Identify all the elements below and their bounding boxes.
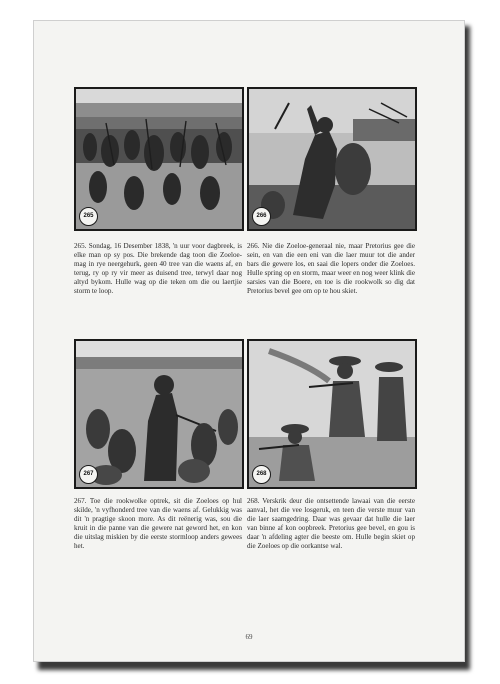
caption-267: 267. Toe die rookwolke optrek, sit die Zoeloes op hul skilde, 'n vyfhonderd tree van die waens af. Gelukkig was dit 'n pragtige skoon more. As dit reënerig was, sou die kruit in die panne van die gewere nat geword het, en kon die uitslag miskien by die eerste stormloop anders gewees het. xyxy=(74,497,242,550)
illustration-warrior-army xyxy=(76,89,242,229)
panel-number-badge: 266 xyxy=(252,207,271,226)
caption-268: 268. Verskrik deur die ontsettende lawaai van die eerste aanval, het die vee losgeruk, en teen die verste muur van die laer saamgedring. Daar was gevaar dat hulle die laer van binne af kon oopbreek. Pretorius gee bevel, en gou is daar 'n afdeling agter die beeste om. Hulle begin skiet op die Zoeloes op die oorkantse wal. xyxy=(247,497,415,550)
panel-number-badge: 268 xyxy=(252,465,271,484)
panel-number-badge: 267 xyxy=(79,465,98,484)
book-page xyxy=(33,20,465,662)
illustration-panel-265 xyxy=(74,87,244,231)
panel-number-badge: 265 xyxy=(79,207,98,226)
caption-266: 266. Nie die Zoeloe-generaal nie, maar Pretorius gee die sein, en van die een eni van die laer muur tot die ander bars die gewere los, en saai die lopers onder die Zoeloes. Hulle spring op en storm, maar weer en nog weer klink die sarsies van die Boere, en toe is die rookwolk so dig dat Pretorius bevel gee om op te hou skiet. xyxy=(247,242,415,295)
illustration-seated-warriors xyxy=(76,341,242,487)
illustration-panel-267 xyxy=(74,339,244,489)
page-number: 69 xyxy=(245,633,253,641)
illustration-panel-266 xyxy=(247,87,417,231)
illustration-boers-firing xyxy=(249,341,415,487)
illustration-panel-268 xyxy=(247,339,417,489)
caption-265: 265. Sondag, 16 Desember 1838, 'n uur voor dagbreek, is elke man op sy pos. Die brekende dag toon die Zoeloe-mag in rye neergehurk, geen 40 tree van die waens af, en terug, ry op ry vir meer as duisend tree, terwyl daar nog altyd bykom. Hulle wag op die teken om die ou laertjie storm te loop. xyxy=(74,242,242,295)
illustration-warrior-charge xyxy=(249,89,415,229)
